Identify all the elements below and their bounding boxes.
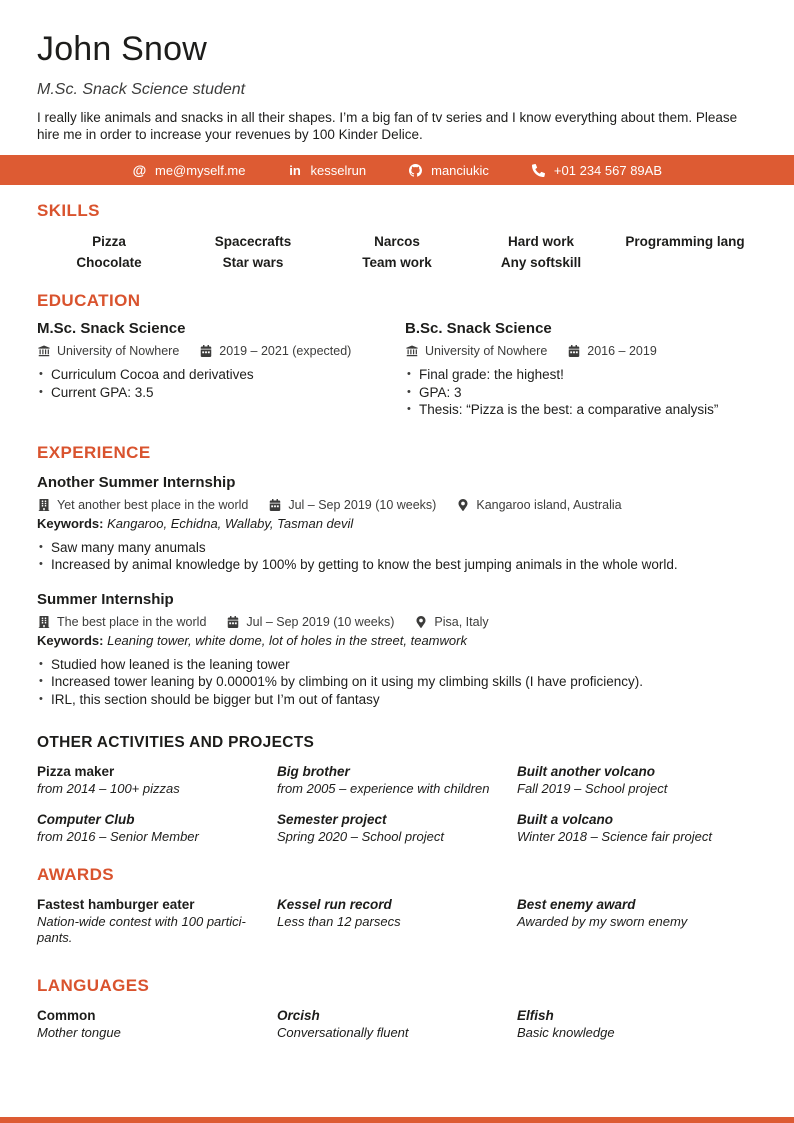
award-detail: Nation-wide contest with 100 participants.	[37, 914, 246, 945]
skill-item: Any softskill	[500, 255, 582, 270]
language-item	[37, 1008, 277, 1041]
activity-item	[37, 812, 277, 845]
award-item	[517, 897, 757, 946]
contact-phone[interactable]	[531, 163, 662, 178]
skill-item: Star wars	[222, 255, 284, 270]
degree-title: B.Sc. Snack Science	[405, 320, 552, 337]
keywords-line	[37, 516, 757, 531]
activity-item	[277, 812, 517, 845]
header	[0, 0, 794, 143]
language-item	[277, 1008, 517, 1041]
linkedin-icon: in	[289, 162, 301, 178]
bullet-item: • GPA: 3	[405, 384, 757, 402]
at-icon: @	[132, 162, 147, 178]
activities-grid	[37, 764, 757, 845]
skill-item: Hard work	[507, 234, 575, 249]
awards-heading: AWARDS	[37, 865, 115, 884]
calendar-icon	[226, 615, 239, 628]
activity-name: Computer Club	[37, 812, 135, 827]
activity-detail: Spring 2020 – School project	[277, 829, 444, 844]
experience-entry	[37, 591, 757, 709]
body-content	[0, 201, 794, 1041]
award-name: Kessel run record	[277, 897, 392, 912]
map-marker-icon	[456, 498, 469, 511]
contact-github[interactable]	[408, 163, 489, 178]
activity-detail: Fall 2019 – School project	[517, 781, 668, 796]
activities-heading: OTHER ACTIVITIES AND PROJECTS	[37, 734, 315, 751]
education-grid	[37, 311, 757, 419]
footer-accent-bar	[0, 1117, 794, 1123]
role-title: Summer Internship	[37, 590, 174, 608]
contact-email[interactable]	[132, 163, 246, 178]
contact-phone-text: +01 234 567 89AB	[553, 162, 662, 178]
person-name: John Snow	[37, 30, 208, 68]
bullet-item: • Curriculum Cocoa and derivatives	[37, 366, 389, 384]
activity-item	[517, 812, 757, 845]
language-name: Common	[37, 1008, 96, 1023]
company-name: Yet another best place in the world	[57, 497, 249, 512]
activity-name: Big brother	[277, 764, 350, 779]
skill-item-empty	[613, 255, 757, 271]
award-name: Fastest hamburger eater	[37, 897, 195, 912]
activity-item	[277, 764, 517, 797]
experience-bullets	[37, 539, 757, 574]
education-bullets	[405, 366, 757, 419]
experience-location: Pisa, Italy	[434, 614, 489, 629]
skill-item: Team work	[362, 255, 432, 270]
skill-item: Narcos	[374, 234, 420, 249]
bullet-item: • Studied how leaned is the leaning tower	[37, 656, 757, 674]
keywords-line	[37, 633, 757, 648]
experience-heading: EXPERIENCE	[37, 442, 151, 462]
award-item	[277, 897, 517, 946]
bullet-item: • Thesis: “Pizza is the best: a comparative analysis”	[405, 401, 757, 419]
summary-text: I really like animals and snacks in all their shapes. I’m a big fan of tv series and I know everything about them. Please hire me in order to increase your revenues by 100 Kinder Delice.	[37, 110, 738, 142]
institution-name: University of Nowhere	[425, 344, 548, 358]
calendar-icon	[567, 345, 580, 358]
awards-grid	[37, 897, 757, 946]
activity-detail: Winter 2018 – Science fair project	[517, 829, 712, 844]
contact-linkedin[interactable]	[287, 163, 366, 178]
company-name: The best place in the world	[57, 614, 207, 629]
language-level: Conversationally fluent	[277, 1025, 409, 1040]
keywords-value: Leaning tower, white dome, lot of holes in the street, teamwork	[107, 632, 467, 648]
bullet-item: • Current GPA: 3.5	[37, 384, 389, 402]
education-entry	[405, 311, 757, 419]
language-name: Elfish	[517, 1008, 554, 1023]
activity-name: Built another volcano	[517, 764, 656, 779]
education-dates: 2016 – 2019	[587, 344, 657, 358]
skills-heading: SKILLS	[37, 201, 100, 220]
skills-grid	[37, 234, 757, 271]
skill-item: Pizza	[92, 234, 126, 249]
award-detail: Less than 12 parsecs	[277, 914, 401, 929]
skill-item: Chocolate	[76, 255, 142, 270]
calendar-icon	[268, 498, 281, 511]
skill-item: Spacecrafts	[214, 234, 292, 249]
bullet-item: • Increased by animal knowledge by 100% by getting to know the best jumping animals in the whole world.	[37, 556, 757, 574]
education-heading: EDUCATION	[37, 291, 141, 310]
languages-grid	[37, 1008, 757, 1041]
calendar-icon	[199, 345, 212, 358]
experience-entry	[37, 474, 757, 574]
keywords-value: Kangaroo, Echidna, Wallaby, Tasman devil	[107, 515, 354, 531]
language-item	[517, 1008, 757, 1041]
bullet-item: • Increased tower leaning by 0.00001% by climbing on it using my climbing skills (I have proficiency).	[37, 673, 757, 691]
contact-bar	[0, 155, 794, 185]
institution-name: University of Nowhere	[57, 344, 180, 358]
education-bullets	[37, 366, 389, 401]
language-level: Mother tongue	[37, 1025, 121, 1040]
building-icon	[37, 615, 50, 628]
contact-github-text: manciukic	[431, 162, 489, 178]
experience-location: Kangaroo island, Australia	[476, 497, 622, 512]
activity-name: Built a volcano	[517, 812, 614, 827]
skill-item: Programming lang	[625, 234, 745, 249]
activity-detail: from 2005 – experience with children	[277, 781, 490, 796]
award-detail: Awarded by my sworn enemy	[517, 914, 688, 929]
activity-detail: from 2016 – Senior Member	[37, 829, 199, 844]
bullet-item: • Saw many many anumals	[37, 539, 757, 557]
language-name: Orcish	[277, 1008, 320, 1023]
phone-icon	[531, 163, 546, 178]
activity-item	[517, 764, 757, 797]
github-icon	[408, 163, 423, 178]
bullet-item: • Final grade: the highest!	[405, 366, 757, 384]
building-icon	[37, 498, 50, 511]
activity-detail: from 2014 – 100+ pizzas	[37, 781, 180, 796]
award-item	[37, 897, 277, 946]
contact-email-text: me@myself.me	[154, 162, 246, 178]
contact-linkedin-text: kesselrun	[310, 162, 367, 178]
award-name: Best enemy award	[517, 897, 636, 912]
experience-dates: Jul – Sep 2019 (10 weeks)	[246, 614, 395, 629]
experience-bullets	[37, 656, 757, 709]
map-marker-icon	[414, 615, 427, 628]
education-entry	[37, 311, 389, 419]
university-icon	[37, 345, 50, 358]
university-icon	[405, 345, 418, 358]
activity-name: Semester project	[277, 812, 387, 827]
bullet-item: • IRL, this section should be bigger but I’m out of fantasy	[37, 691, 757, 709]
role-title: Another Summer Internship	[37, 473, 236, 491]
languages-heading: LANGUAGES	[37, 976, 150, 995]
education-dates: 2019 – 2021 (expected)	[219, 344, 352, 358]
language-level: Basic knowledge	[517, 1025, 615, 1040]
activity-item	[37, 764, 277, 797]
person-subtitle: M.Sc. Snack Science student	[37, 81, 246, 98]
keywords-label: Keywords:	[37, 515, 104, 531]
activity-name: Pizza maker	[37, 764, 115, 779]
keywords-label: Keywords:	[37, 632, 104, 648]
experience-dates: Jul – Sep 2019 (10 weeks)	[288, 497, 437, 512]
degree-title: M.Sc. Snack Science	[37, 320, 186, 337]
